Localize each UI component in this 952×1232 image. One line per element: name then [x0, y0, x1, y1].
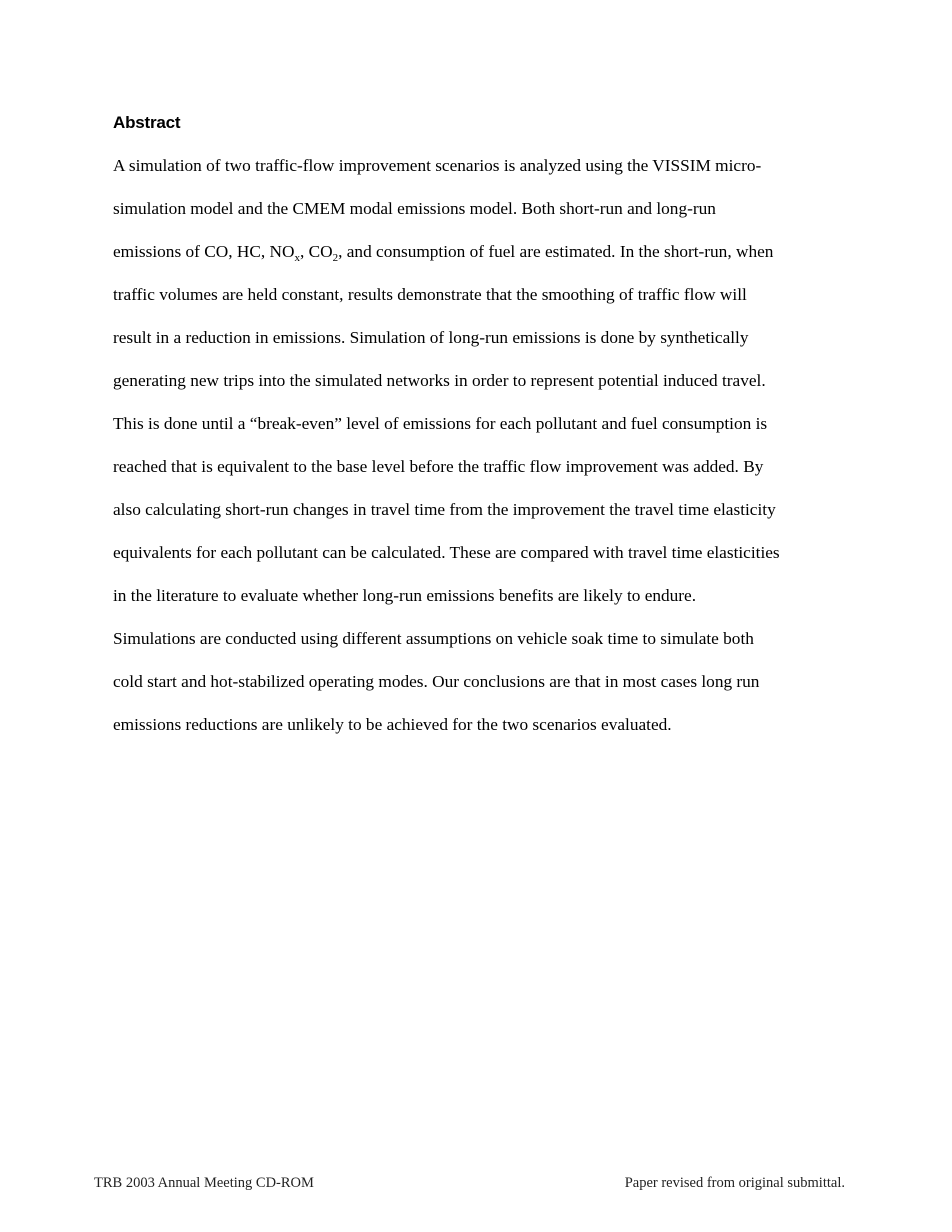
- abstract-line: generating new trips into the simulated networks in order to represent potential induced travel.: [113, 371, 766, 390]
- abstract-line: also calculating short-run changes in travel time from the improvement the travel time elasticity: [113, 500, 776, 519]
- abstract-line: A simulation of two traffic-flow improvement scenarios is analyzed using the VISSIM micro-: [113, 156, 762, 175]
- footer-revision-note: Paper revised from original submittal.: [624, 1175, 845, 1191]
- abstract-line: Simulations are conducted using different assumptions on vehicle soak time to simulate both: [113, 629, 754, 648]
- abstract-line: in the literature to evaluate whether long-run emissions benefits are likely to endure.: [113, 586, 697, 605]
- abstract-line: reached that is equivalent to the base level before the traffic flow improvement was added. By: [113, 457, 764, 476]
- pollutants-text-start: emissions of CO, HC, NO: [113, 242, 295, 261]
- abstract-line: traffic volumes are held constant, results demonstrate that the smoothing of traffic flow will: [113, 285, 747, 304]
- abstract-line: simulation model and the CMEM modal emissions model. Both short-run and long-run: [113, 199, 716, 218]
- abstract-line: cold start and hot-stabilized operating modes. Our conclusions are that in most cases long run: [113, 672, 760, 691]
- abstract-line: emissions reductions are unlikely to be achieved for the two scenarios evaluated.: [113, 715, 672, 734]
- abstract-line: result in a reduction in emissions. Simulation of long-run emissions is done by synthetically: [113, 328, 749, 347]
- footer-conference-label: TRB 2003 Annual Meeting CD-ROM: [94, 1175, 314, 1191]
- abstract-heading: Abstract: [113, 113, 181, 132]
- pollutants-text-end: , and consumption of fuel are estimated. In the short-run, when: [338, 242, 774, 261]
- pollutants-text-middle: , CO: [299, 242, 333, 261]
- abstract-line: equivalents for each pollutant can be calculated. These are compared with travel time elasticities: [113, 543, 780, 562]
- co2-subscript: 2: [332, 252, 339, 264]
- abstract-line-pollutants: [113, 241, 773, 263]
- nox-subscript: x: [294, 252, 300, 264]
- abstract-line: This is done until a “break-even” level of emissions for each pollutant and fuel consumption is: [113, 414, 768, 433]
